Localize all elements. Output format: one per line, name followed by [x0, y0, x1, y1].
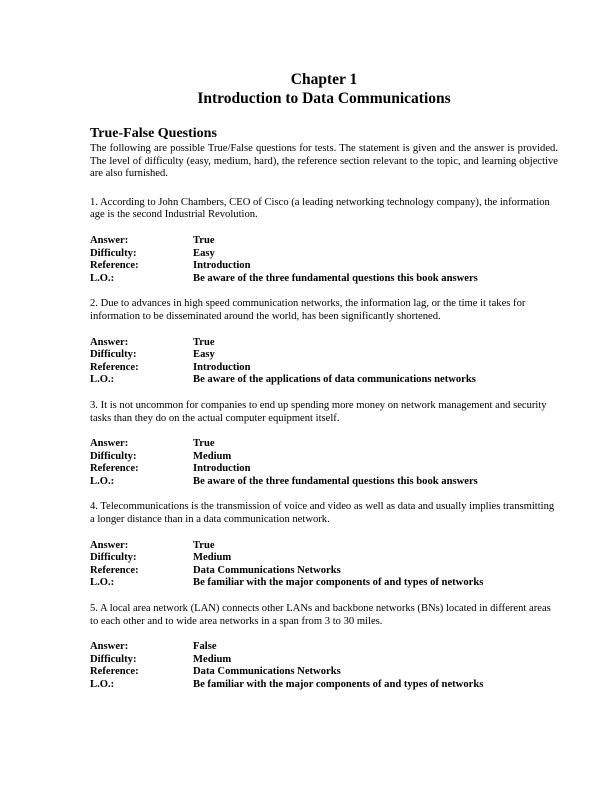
reference-row [90, 260, 558, 273]
reference-value: Data Communications Networks [193, 564, 341, 576]
section-title: True-False Questions [90, 126, 217, 141]
question-text: 4. Telecommunications is the transmission of voice and video as well as data and usually implies transmitting a longer distance than in a data communication network. [90, 501, 555, 526]
reference-value: Introduction [193, 260, 251, 272]
difficulty-label: Difficulty: [90, 247, 137, 259]
chapter-number: Chapter 1 [290, 71, 358, 88]
difficulty-row [90, 451, 558, 464]
answer-label: Answer: [90, 641, 129, 653]
reference-label: Reference: [90, 463, 139, 475]
lo-label: L.O.: [90, 272, 115, 284]
difficulty-label: Difficulty: [90, 552, 137, 564]
difficulty-row [90, 248, 558, 261]
question-meta [90, 235, 558, 285]
lo-value: Be familiar with the major components of and types of networks [193, 679, 484, 690]
answer-value: True [193, 539, 215, 551]
difficulty-row [90, 552, 558, 565]
lo-row [90, 476, 558, 489]
difficulty-label: Difficulty: [90, 450, 137, 462]
lo-row [90, 374, 558, 387]
difficulty-label: Difficulty: [90, 653, 137, 665]
reference-label: Reference: [90, 260, 139, 272]
lo-label: L.O.: [90, 374, 115, 386]
reference-row [90, 565, 558, 578]
difficulty-label: Difficulty: [90, 349, 137, 361]
reference-label: Reference: [90, 361, 139, 373]
reference-label: Reference: [90, 666, 139, 678]
lo-value: Be aware of the applications of data communications networks [193, 374, 476, 386]
question-item [90, 197, 558, 286]
difficulty-row [90, 654, 558, 667]
question-text: 3. It is not uncommon for companies to end up spending more money on network management and security tasks than they do on the actual computer equipment itself. [90, 399, 547, 424]
reference-row [90, 463, 558, 476]
answer-row [90, 235, 558, 248]
reference-value: Data Communications Networks [193, 666, 341, 678]
question-meta [90, 337, 558, 387]
answer-row [90, 540, 558, 553]
difficulty-row [90, 349, 558, 362]
answer-row [90, 337, 558, 350]
lo-label: L.O.: [90, 679, 115, 690]
lo-row [90, 577, 558, 590]
question-item [90, 501, 558, 590]
reference-row [90, 666, 558, 679]
answer-row [90, 438, 558, 451]
lo-label: L.O.: [90, 577, 115, 589]
difficulty-value: Easy [193, 349, 215, 361]
chapter-title: Introduction to Data Communications [197, 90, 451, 107]
section-intro: The following are possible True/False questions for tests. The statement is given and the answer is provided. The level of difficulty (easy, medium, hard), the reference section relevant to the topic, and learning objective are also furnished. [90, 143, 558, 180]
lo-row [90, 679, 558, 692]
answer-value: True [193, 336, 215, 348]
reference-row [90, 362, 558, 375]
answer-label: Answer: [90, 336, 129, 348]
question-meta [90, 641, 558, 691]
answer-label: Answer: [90, 234, 129, 246]
answer-label: Answer: [90, 539, 129, 551]
question-meta [90, 438, 558, 488]
answer-row [90, 641, 558, 654]
lo-value: Be aware of the three fundamental questions this book answers [193, 475, 478, 487]
question-item [90, 298, 558, 387]
answer-value: True [193, 438, 215, 450]
question-text: 1. According to John Chambers, CEO of Cisco (a leading networking technology company), the information age is the second Industrial Revolution. [90, 196, 550, 221]
question-text: 5. A local area network (LAN) connects other LANs and backbone networks (BNs) located in different areas to each other and to wide area networks in a span from 3 to 30 miles. [90, 603, 551, 627]
lo-value: Be familiar with the major components of and types of networks [193, 577, 484, 589]
answer-value: False [193, 641, 217, 653]
difficulty-value: Easy [193, 247, 215, 259]
difficulty-value: Medium [193, 552, 232, 564]
answer-label: Answer: [90, 438, 129, 450]
lo-row [90, 273, 558, 286]
difficulty-value: Medium [193, 450, 232, 462]
lo-value: Be aware of the three fundamental questions this book answers [193, 272, 478, 284]
difficulty-value: Medium [193, 653, 232, 665]
question-text: 2. Due to advances in high speed communication networks, the information lag, or the time it takes for information to be disseminated around the world, has been significantly shortened. [90, 298, 526, 322]
question-meta [90, 540, 558, 590]
question-item [90, 603, 558, 692]
answer-value: True [193, 234, 215, 246]
reference-value: Introduction [193, 463, 251, 475]
lo-label: L.O.: [90, 475, 115, 487]
reference-label: Reference: [90, 564, 139, 576]
question-item [90, 400, 558, 489]
document-page [90, 70, 558, 705]
reference-value: Introduction [193, 361, 251, 373]
